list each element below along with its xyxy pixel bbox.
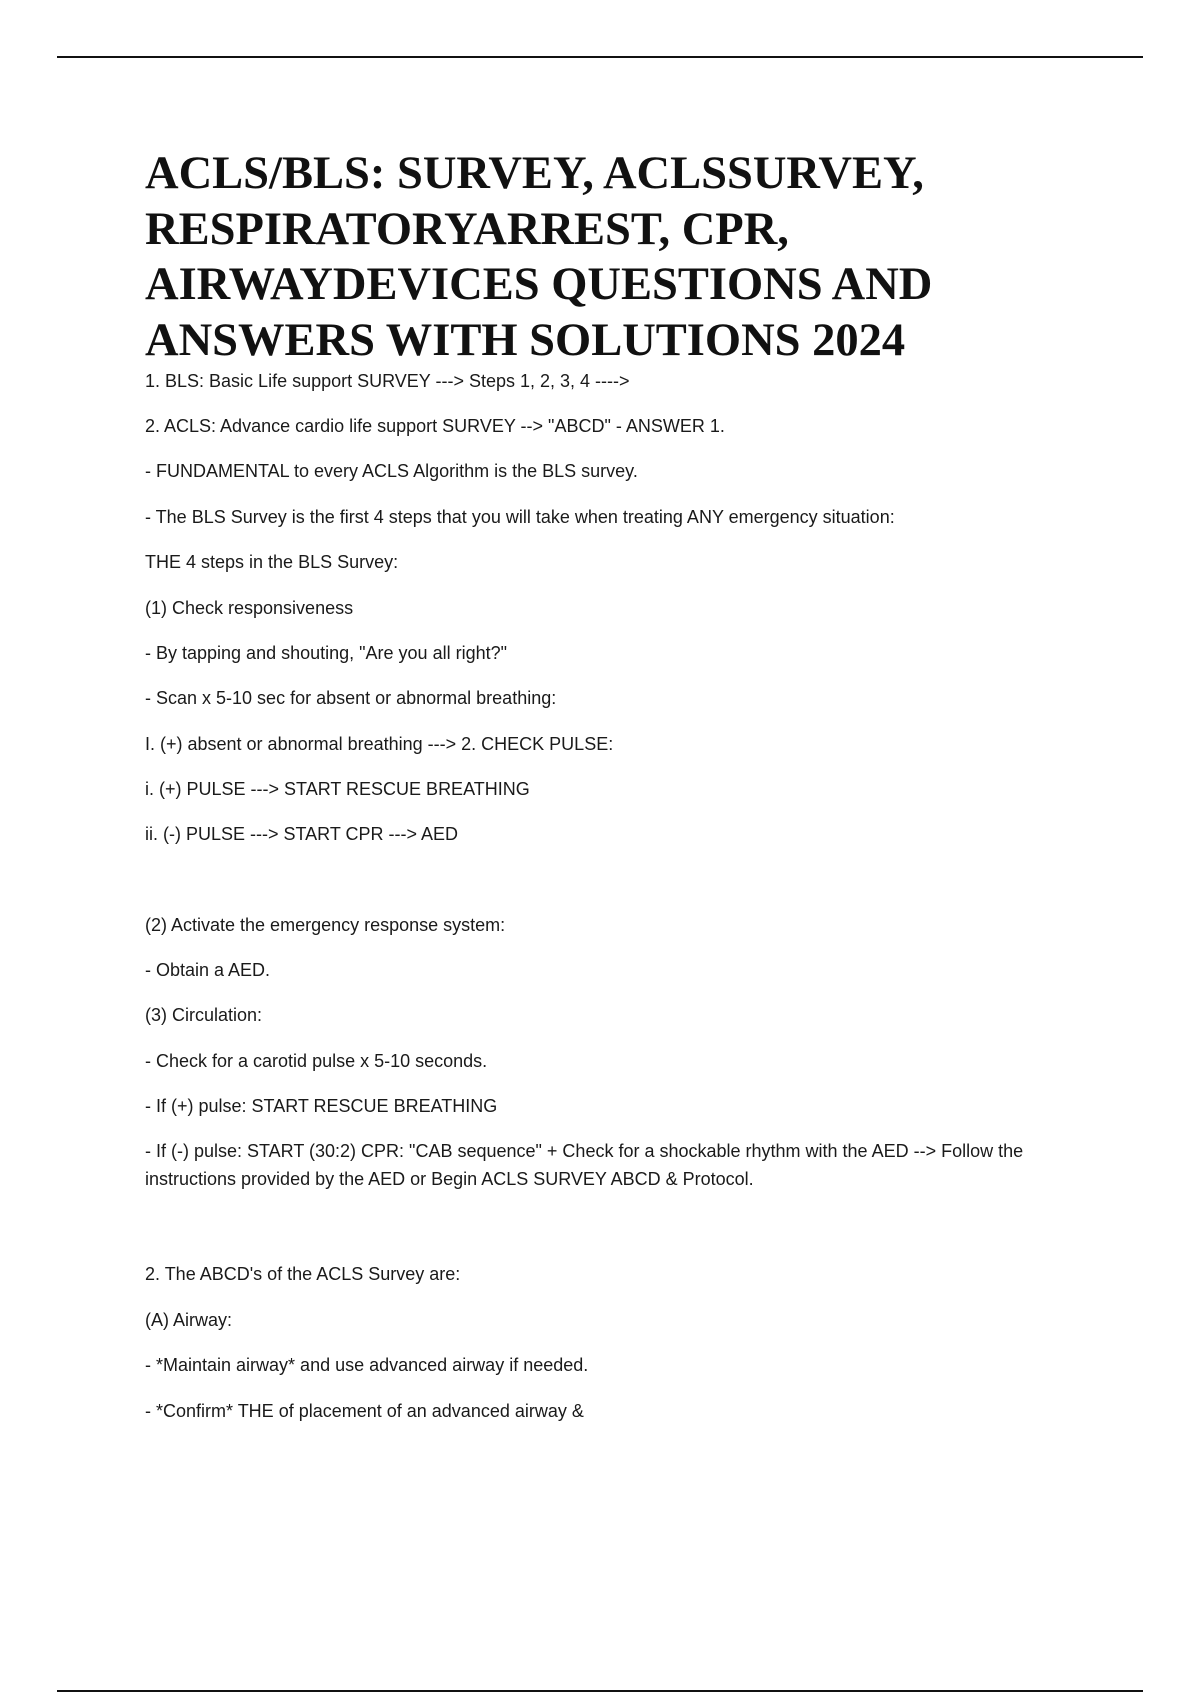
text-line: - Check for a carotid pulse x 5-10 seconds. <box>145 1051 488 1071</box>
title-line: ACLS/BLS: SURVEY, ACLSSURVEY, <box>145 148 924 199</box>
text-line: ii. (-) PULSE ---> START CPR ---> AED <box>145 824 459 844</box>
text-line: - Scan x 5-10 sec for absent or abnormal breathing: <box>145 688 557 708</box>
title-line: RESPIRATORYARREST, CPR, <box>145 203 789 255</box>
text-line: - Obtain a AED. <box>145 960 271 980</box>
text-line: 2. The ABCD's of the ACLS Survey are: <box>145 1264 461 1284</box>
text-line: - *Maintain airway* and use advanced airway if needed. <box>145 1355 589 1375</box>
text-line: - *Confirm* THE of placement of an advanced airway & <box>145 1401 584 1421</box>
text-line: - The BLS Survey is the first 4 steps that you will take when treating ANY emergency situation: <box>145 507 895 527</box>
text-line: - FUNDAMENTAL to every ACLS Algorithm is the BLS survey. <box>145 461 638 481</box>
title-line: ANSWERS WITH SOLUTIONS 2024 <box>145 314 906 366</box>
document-title <box>145 146 1105 368</box>
text-line: (2) Activate the emergency response system: <box>145 915 506 935</box>
text-line: THE 4 steps in the BLS Survey: <box>145 552 399 572</box>
text-line: I. (+) absent or abnormal breathing ---> 2. CHECK PULSE: <box>145 734 614 754</box>
text-line: - By tapping and shouting, "Are you all right?" <box>145 643 507 663</box>
title-line: AIRWAYDEVICES QUESTIONS AND <box>145 259 933 310</box>
text-line: 2. ACLS: Advance cardio life support SURVEY --> "ABCD" - ANSWER 1. <box>145 416 725 436</box>
text-line: - If (-) pulse: START (30:2) CPR: "CAB sequence" + Check for a shockable rhythm with the AED --> Follow the instructions provided by the AED or Begin ACLS SURVEY ABCD & Protocol. <box>145 1141 1024 1189</box>
bottom-rule <box>57 1690 1143 1692</box>
text-line: (1) Check responsiveness <box>145 598 354 618</box>
top-rule <box>57 56 1143 58</box>
text-line: 1. BLS: Basic Life support SURVEY ---> Steps 1, 2, 3, 4 ----> <box>145 371 630 391</box>
text-line: (3) Circulation: <box>145 1005 263 1025</box>
text-line: - If (+) pulse: START RESCUE BREATHING <box>145 1096 498 1116</box>
text-line: i. (+) PULSE ---> START RESCUE BREATHING <box>145 779 530 799</box>
text-line: (A) Airway: <box>145 1310 233 1330</box>
